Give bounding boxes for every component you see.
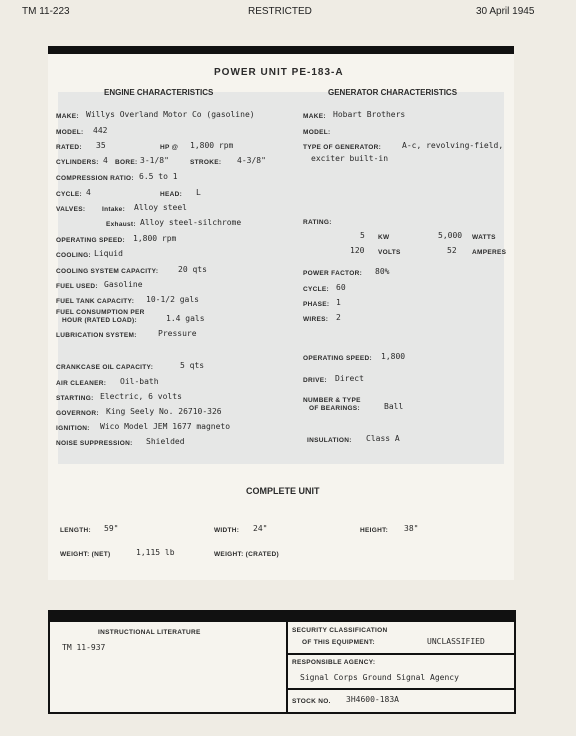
power-factor-label: POWER FACTOR: bbox=[303, 270, 363, 277]
compression-value: 6.5 to 1 bbox=[139, 172, 178, 181]
generator-type-label: TYPE OF GENERATOR: bbox=[303, 144, 382, 151]
noise-label: NOISE SUPPRESSION: bbox=[56, 440, 133, 447]
generator-make: Hobart Brothers bbox=[333, 110, 406, 119]
cooling-value: Liquid bbox=[94, 249, 123, 258]
head-label: HEAD: bbox=[160, 191, 183, 198]
fuel-label: FUEL USED: bbox=[56, 283, 98, 290]
agency-label: RESPONSIBLE AGENCY: bbox=[292, 659, 376, 666]
security-label-1: SECURITY CLASSIFICATION bbox=[292, 627, 388, 634]
rated-value: 35 bbox=[96, 141, 106, 150]
head-value: L bbox=[196, 188, 201, 197]
hp-value: 1,800 rpm bbox=[190, 141, 234, 150]
fuel-value: Gasoline bbox=[104, 280, 143, 289]
generator-cycle-label: CYCLE: bbox=[303, 286, 329, 293]
power-factor-value: 80% bbox=[375, 267, 390, 276]
lubrication-label: LUBRICATION SYSTEM: bbox=[56, 332, 137, 339]
wires-value: 2 bbox=[336, 313, 341, 322]
phase-label: PHASE: bbox=[303, 301, 330, 308]
generator-type-line-2: exciter built-in bbox=[311, 154, 389, 163]
bearings-value: Ball bbox=[384, 402, 404, 411]
generator-opspeed-value: 1,800 bbox=[381, 352, 406, 361]
governor-value: King Seely No. 26710-326 bbox=[106, 407, 222, 416]
generator-opspeed-label: OPERATING SPEED: bbox=[303, 355, 372, 362]
weight-net-label: WEIGHT: (NET) bbox=[60, 551, 111, 558]
drive-value: Direct bbox=[335, 374, 364, 383]
height-value: 38" bbox=[404, 524, 419, 533]
exhaust-value: Alloy steel-silchrome bbox=[140, 218, 242, 227]
amperes-value: 52 bbox=[447, 246, 457, 255]
security-value: UNCLASSIFIED bbox=[427, 637, 485, 646]
engine-model: 442 bbox=[93, 126, 108, 135]
engine-cycle-label: CYCLE: bbox=[56, 191, 82, 198]
bearings-label-2: OF BEARINGS: bbox=[309, 405, 360, 412]
length-value: 59" bbox=[104, 524, 119, 533]
crankcase-label: CRANKCASE OIL CAPACITY: bbox=[56, 364, 154, 371]
bore-value: 3-1/8" bbox=[140, 156, 169, 165]
literature-label: INSTRUCTIONAL LITERATURE bbox=[98, 629, 201, 636]
document-number: TM 11-223 bbox=[22, 6, 70, 17]
footer-row-divider-2 bbox=[288, 688, 516, 690]
lubrication-value: Pressure bbox=[158, 329, 197, 338]
fuel-consumption-value: 1.4 gals bbox=[166, 314, 205, 323]
stock-label: STOCK NO. bbox=[292, 698, 331, 705]
ignition-value: Wico Model JEM 1677 magneto bbox=[100, 422, 231, 431]
complete-unit-heading: COMPLETE UNIT bbox=[246, 486, 320, 496]
height-label: HEIGHT: bbox=[360, 527, 389, 534]
drive-label: DRIVE: bbox=[303, 377, 327, 384]
document-date: 30 April 1945 bbox=[476, 6, 535, 17]
engine-opspeed-label: OPERATING SPEED: bbox=[56, 237, 125, 244]
footer-row-divider-1 bbox=[288, 653, 516, 655]
cylinders-label: CYLINDERS: bbox=[56, 159, 99, 166]
generator-make-label: MAKE: bbox=[303, 113, 326, 120]
width-label: WIDTH: bbox=[214, 527, 240, 534]
phase-value: 1 bbox=[336, 298, 341, 307]
intake-label: Intake: bbox=[102, 206, 126, 213]
fuel-consumption-label-2: HOUR (RATED LOAD): bbox=[62, 317, 137, 324]
stroke-value: 4-3/8" bbox=[237, 156, 266, 165]
fuel-tank-value: 10-1/2 gals bbox=[146, 295, 199, 304]
kw-value: 5 bbox=[360, 231, 365, 240]
insulation-label: INSULATION: bbox=[307, 437, 352, 444]
exhaust-label: Exhaust: bbox=[106, 221, 136, 228]
valves-label: VALVES: bbox=[56, 206, 86, 213]
wires-label: WIRES: bbox=[303, 316, 329, 323]
stock-value: 3H4600-183A bbox=[346, 695, 399, 704]
engine-make-label: MAKE: bbox=[56, 113, 79, 120]
fuel-tank-label: FUEL TANK CAPACITY: bbox=[56, 298, 135, 305]
generator-heading: GENERATOR CHARACTERISTICS bbox=[328, 88, 458, 97]
volts-label: VOLTS bbox=[378, 249, 401, 256]
rating-label: RATING: bbox=[303, 219, 332, 226]
air-cleaner-label: AIR CLEANER: bbox=[56, 380, 107, 387]
amperes-label: AMPERES bbox=[472, 249, 507, 256]
engine-opspeed-value: 1,800 rpm bbox=[133, 234, 177, 243]
engine-heading: ENGINE CHARACTERISTICS bbox=[104, 88, 214, 97]
generator-cycle-value: 60 bbox=[336, 283, 346, 292]
agency-value: Signal Corps Ground Signal Agency bbox=[300, 673, 459, 682]
security-label-2: OF THIS EQUIPMENT: bbox=[302, 639, 375, 646]
air-cleaner-value: Oil-bath bbox=[120, 377, 159, 386]
top-rule bbox=[48, 46, 514, 54]
fuel-consumption-label-1: FUEL CONSUMPTION PER bbox=[56, 309, 145, 316]
crankcase-value: 5 qts bbox=[180, 361, 205, 370]
footer-box bbox=[48, 610, 516, 714]
engine-cycle-value: 4 bbox=[86, 188, 91, 197]
governor-label: GOVERNOR: bbox=[56, 410, 99, 417]
starting-value: Electric, 6 volts bbox=[100, 392, 182, 401]
compression-label: COMPRESSION RATIO: bbox=[56, 175, 134, 182]
hp-label: HP @ bbox=[160, 144, 179, 151]
width-value: 24" bbox=[253, 524, 268, 533]
watts-value: 5,000 bbox=[438, 231, 463, 240]
bearings-label-1: NUMBER & TYPE bbox=[303, 397, 361, 404]
cooling-label: COOLING: bbox=[56, 252, 91, 259]
engine-model-label: MODEL: bbox=[56, 129, 84, 136]
cooling-capacity-value: 20 qts bbox=[178, 265, 207, 274]
intake-value: Alloy steel bbox=[134, 203, 187, 212]
watts-label: WATTS bbox=[472, 234, 496, 241]
volts-value: 120 bbox=[350, 246, 365, 255]
literature-value: TM 11-937 bbox=[62, 643, 106, 652]
length-label: LENGTH: bbox=[60, 527, 91, 534]
generator-type-line-1: A-c, revolving-field, bbox=[402, 141, 504, 150]
bore-label: BORE: bbox=[115, 159, 138, 166]
footer-top-rule bbox=[50, 612, 514, 622]
footer-divider bbox=[286, 622, 288, 714]
weight-crated-label: WEIGHT: (CRATED) bbox=[214, 551, 279, 558]
stroke-label: STROKE: bbox=[190, 159, 222, 166]
noise-value: Shielded bbox=[146, 437, 185, 446]
insulation-value: Class A bbox=[366, 434, 400, 443]
cylinders-value: 4 bbox=[103, 156, 108, 165]
ignition-label: IGNITION: bbox=[56, 425, 90, 432]
page-title: POWER UNIT PE-183-A bbox=[214, 67, 344, 78]
classification-marking: RESTRICTED bbox=[248, 6, 312, 17]
engine-make: Willys Overland Motor Co (gasoline) bbox=[86, 110, 255, 119]
generator-model-label: MODEL: bbox=[303, 129, 331, 136]
kw-label: KW bbox=[378, 234, 390, 241]
rated-label: RATED: bbox=[56, 144, 82, 151]
weight-net-value: 1,115 lb bbox=[136, 548, 175, 557]
cooling-capacity-label: COOLING SYSTEM CAPACITY: bbox=[56, 268, 159, 275]
starting-label: STARTING: bbox=[56, 395, 94, 402]
